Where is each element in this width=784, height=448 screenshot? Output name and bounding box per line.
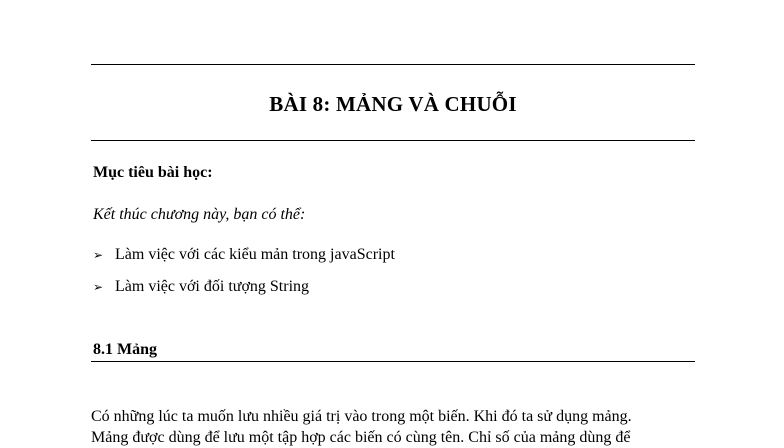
lesson-title: BÀI 8: MẢNG VÀ CHUỖI	[269, 92, 517, 116]
objective-item-text: Làm việc với các kiểu mản trong javaScript	[115, 246, 395, 263]
arrow-bullet-icon: ➢	[93, 280, 104, 294]
section-heading: 8.1 Mảng	[93, 341, 157, 358]
title-bottom-rule	[91, 140, 695, 141]
objectives-heading: Mục tiêu bài học:	[93, 164, 213, 181]
objective-item	[93, 278, 309, 296]
objective-item	[93, 246, 395, 264]
paragraph-line: Mảng được dùng để lưu một tập hợp các biến có cùng tên. Chỉ số của mảng dùng để	[91, 429, 631, 446]
section-rule	[91, 361, 695, 362]
paragraph-line: Có những lúc ta muốn lưu nhiều giá trị vào trong một biến. Khi đó ta sử dụng mảng.	[91, 408, 632, 425]
section-paragraph	[91, 406, 697, 448]
objectives-intro: Kết thúc chương này, bạn có thể:	[93, 206, 306, 223]
arrow-bullet-icon: ➢	[93, 248, 104, 262]
objective-item-text: Làm việc với đối tượng String	[115, 278, 310, 295]
top-rule	[91, 64, 695, 65]
